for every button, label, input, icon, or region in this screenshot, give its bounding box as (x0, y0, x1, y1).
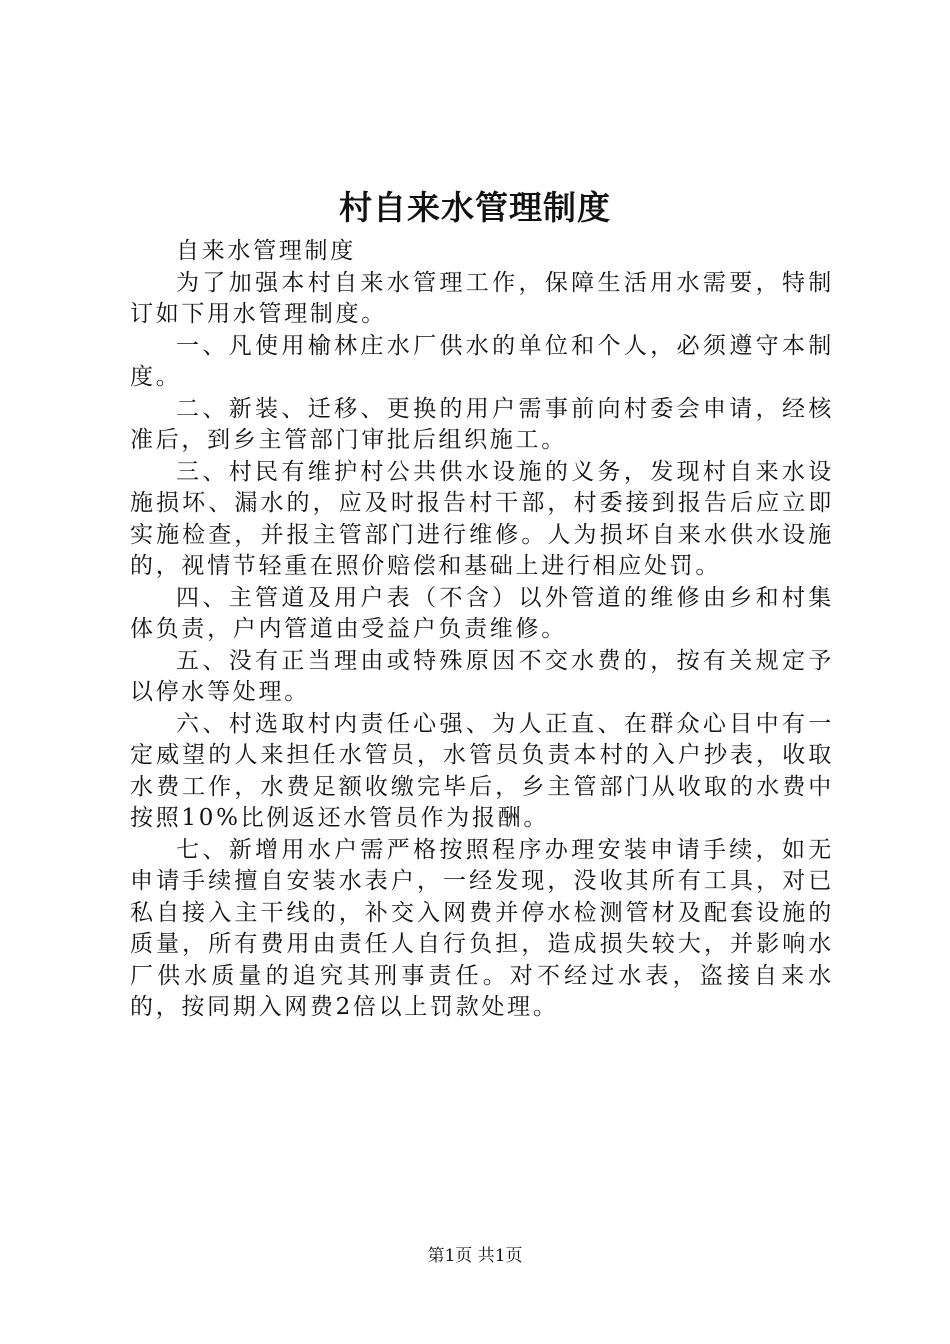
page-footer: 第1页 共1页 (427, 1246, 523, 1266)
paragraph-rule-5: 五、没有正当理由或特殊原因不交水费的，按有关规定予以停水等处理。 (130, 647, 834, 705)
paragraph-rule-2: 二、新装、迁移、更换的用户需事前向村委会申请，经核准后，到乡主管部门审批后组织施工。 (130, 395, 834, 453)
document-body (130, 236, 834, 1024)
paragraph-rule-4: 四、主管道及用户表（不含）以外管道的维修由乡和村集体负责，户内管道由受益户负责维修。 (130, 584, 834, 642)
paragraph-rule-7: 七、新增用水户需严格按照程序办理安装申请手续，如无申请手续擅自安装水表户，一经发现，没收其所有工具，对已私自接入主干线的，补交入网费并停水检测管材及配套设施的质量，所有费用由责任人自行负担，造成损失较大，并影响水厂供水质量的追究其刑事责任。对不经过水表，盗接自来水的，按同期入网费2倍以上罚款处理。 (130, 836, 834, 1020)
paragraph-intro: 为了加强本村自来水管理工作，保障生活用水需要，特制订如下用水管理制度。 (130, 269, 834, 327)
document-title: 村自来水管理制度 (339, 188, 611, 227)
paragraph-rule-3: 三、村民有维护村公共供水设施的义务，发现村自来水设施损坏、漏水的，应及时报告村干部，村委接到报告后应立即实施检查，并报主管部门进行维修。人为损坏自来水供水设施的，视情节轻重在照价赔偿和基础上进行相应处罚。 (130, 458, 834, 579)
paragraph-rule-6: 六、村选取村内责任心强、为人正直、在群众心目中有一定威望的人来担任水管员，水管员负责本村的入户抄表，收取水费工作，水费足额收缴完毕后，乡主管部门从收取的水费中按照10%比例返还水管员作为报酬。 (130, 710, 834, 831)
paragraph-rule-1: 一、凡使用榆林庄水厂供水的单位和个人，必须遵守本制度。 (130, 332, 834, 390)
paragraph-subtitle: 自来水管理制度 (176, 238, 356, 264)
